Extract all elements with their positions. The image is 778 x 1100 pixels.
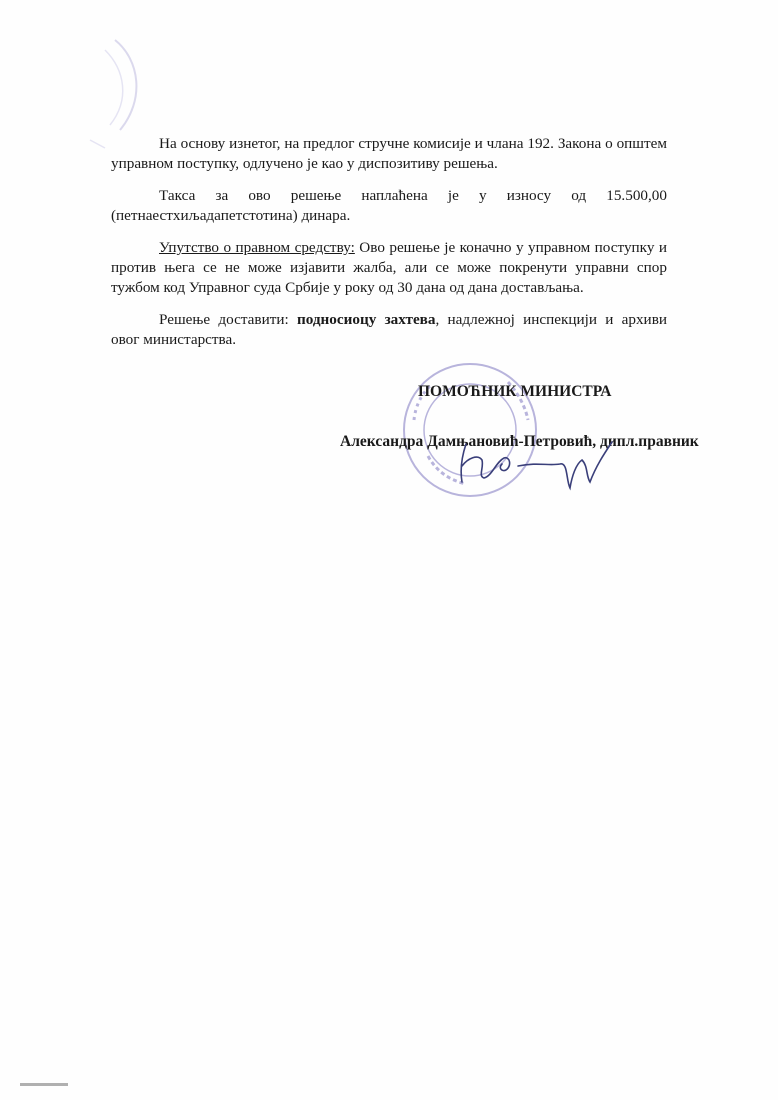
paragraph-decision-basis: На основу изнетог, на предлог стручне комисије и члана 192. Закона о општем управном поступку, одлучено је као у диспозитиву решења. [111,135,667,172]
document-body [111,134,667,362]
signatory-name: Александра Дамњановић-Петровић, дипл.правник [340,433,699,450]
delivery-start: Решење доставити: [159,311,297,328]
paragraph-delivery [111,310,667,350]
handwritten-signature-icon [448,436,618,496]
delivery-recipient: подносиоцу захтева [296,311,436,328]
scan-edge-mark [20,1083,68,1086]
paragraph-legal-remedy [111,238,667,298]
legal-remedy-label: Упутство о правном средству: [159,239,355,256]
delivery-end: , надлежној инспекцији и архиви овог министарства. [111,311,667,348]
faded-stamp-icon [60,30,150,150]
paragraph-fee: Такса за ово решење наплаћена је у износу од 15.500,00 (петнаестхиљадапетстотина) динара. [111,187,667,224]
legal-remedy-text: Ово решење је коначно у управном поступку и против њега се не може изјавити жалба, али се може покренути управни спор тужбом код Управног суда Србије у року од 30 дана од дана достављања. [111,239,668,296]
signatory-title: ПОМОЋНИК МИНИСТРА [418,383,612,400]
